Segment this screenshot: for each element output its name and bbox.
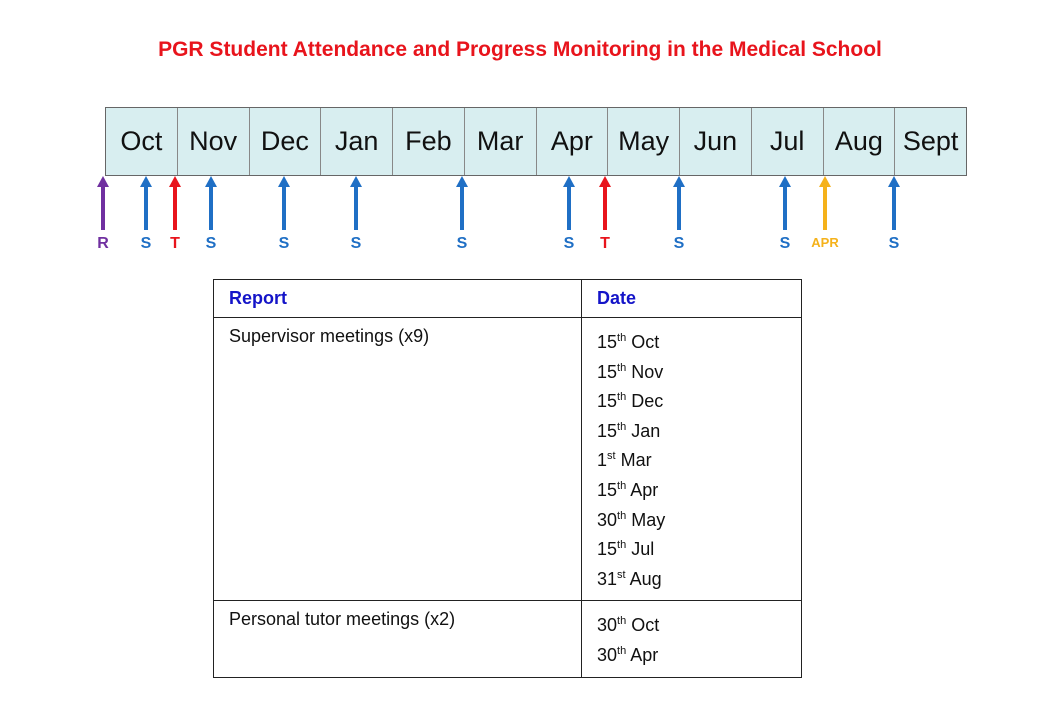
marker-s <box>341 176 371 253</box>
marker-s <box>447 176 477 253</box>
date-entry: 15th Oct <box>597 332 660 352</box>
marker-s <box>664 176 694 253</box>
date-entry: 15th Jan <box>597 420 661 441</box>
date-entry: 30th Apr <box>597 644 659 665</box>
marker-t <box>160 176 190 253</box>
marker-label: S <box>350 235 362 252</box>
marker-label: S <box>140 235 152 252</box>
marker-s <box>770 176 800 253</box>
table-row <box>214 601 802 677</box>
date-entry: 15th Jul <box>597 539 655 560</box>
date-entry: 31st Aug <box>597 568 662 589</box>
marker-t <box>590 176 620 253</box>
month-cell: Oct <box>106 108 178 175</box>
up-arrow-icon <box>672 176 686 230</box>
report-column-header: Report <box>214 280 582 318</box>
report-cell: Supervisor meetings (x9) <box>214 318 582 601</box>
table-row <box>214 318 802 601</box>
month-cell: Mar <box>465 108 537 175</box>
up-arrow-icon <box>562 176 576 230</box>
up-arrow-icon <box>168 176 182 230</box>
up-arrow-icon <box>277 176 291 230</box>
table-header-row <box>214 280 802 318</box>
report-cell: Personal tutor meetings (x2) <box>214 601 582 677</box>
month-cell: Sept <box>902 126 959 156</box>
date-column-header: Date <box>582 280 802 318</box>
date-entry: 15th Apr <box>597 479 659 500</box>
marker-s <box>554 176 584 253</box>
month-cell: Aug <box>824 108 896 175</box>
month-cell: May <box>608 108 680 175</box>
date-entry: 30th Oct <box>597 615 660 636</box>
page-title: PGR Student Attendance and Progress Monitoring in the Medical School <box>158 38 882 61</box>
dates-cell <box>582 601 802 677</box>
month-cell: Jun <box>680 108 752 175</box>
marker-label: APR <box>811 235 839 250</box>
report-table <box>213 279 802 678</box>
marker-s <box>269 176 299 253</box>
up-arrow-icon <box>818 176 832 230</box>
marker-label: S <box>205 235 217 252</box>
up-arrow-icon <box>778 176 792 230</box>
up-arrow-icon <box>96 176 110 230</box>
marker-s <box>196 176 226 253</box>
up-arrow-icon <box>139 176 153 230</box>
month-cell: Dec <box>250 108 322 175</box>
marker-label: T <box>170 235 180 252</box>
date-entry: 30th May <box>597 509 666 530</box>
marker-r <box>88 176 118 253</box>
marker-s <box>131 176 161 253</box>
month-cell: Jul <box>752 108 824 175</box>
marker-label: S <box>779 235 791 252</box>
up-arrow-icon <box>349 176 363 230</box>
month-cell: Nov <box>178 108 250 175</box>
month-cell: Jan <box>321 108 393 175</box>
marker-label: S <box>456 235 468 252</box>
timeline-markers <box>0 0 1040 260</box>
marker-label: S <box>673 235 685 252</box>
date-entry: 15th Dec <box>597 391 664 412</box>
up-arrow-icon <box>455 176 469 230</box>
month-cell: Feb <box>393 108 465 175</box>
marker-apr <box>810 176 840 250</box>
marker-label: S <box>563 235 575 252</box>
marker-label: S <box>888 235 900 252</box>
marker-label: T <box>600 235 610 252</box>
marker-label: R <box>97 235 109 252</box>
dates-cell <box>582 318 802 601</box>
date-entry: 1st Mar <box>597 450 652 471</box>
marker-label: S <box>278 235 290 252</box>
up-arrow-icon <box>598 176 612 230</box>
date-entry: 15th Nov <box>597 361 664 382</box>
month-cell: Apr <box>537 108 609 175</box>
marker-s <box>879 176 909 253</box>
up-arrow-icon <box>204 176 218 230</box>
up-arrow-icon <box>887 176 901 230</box>
